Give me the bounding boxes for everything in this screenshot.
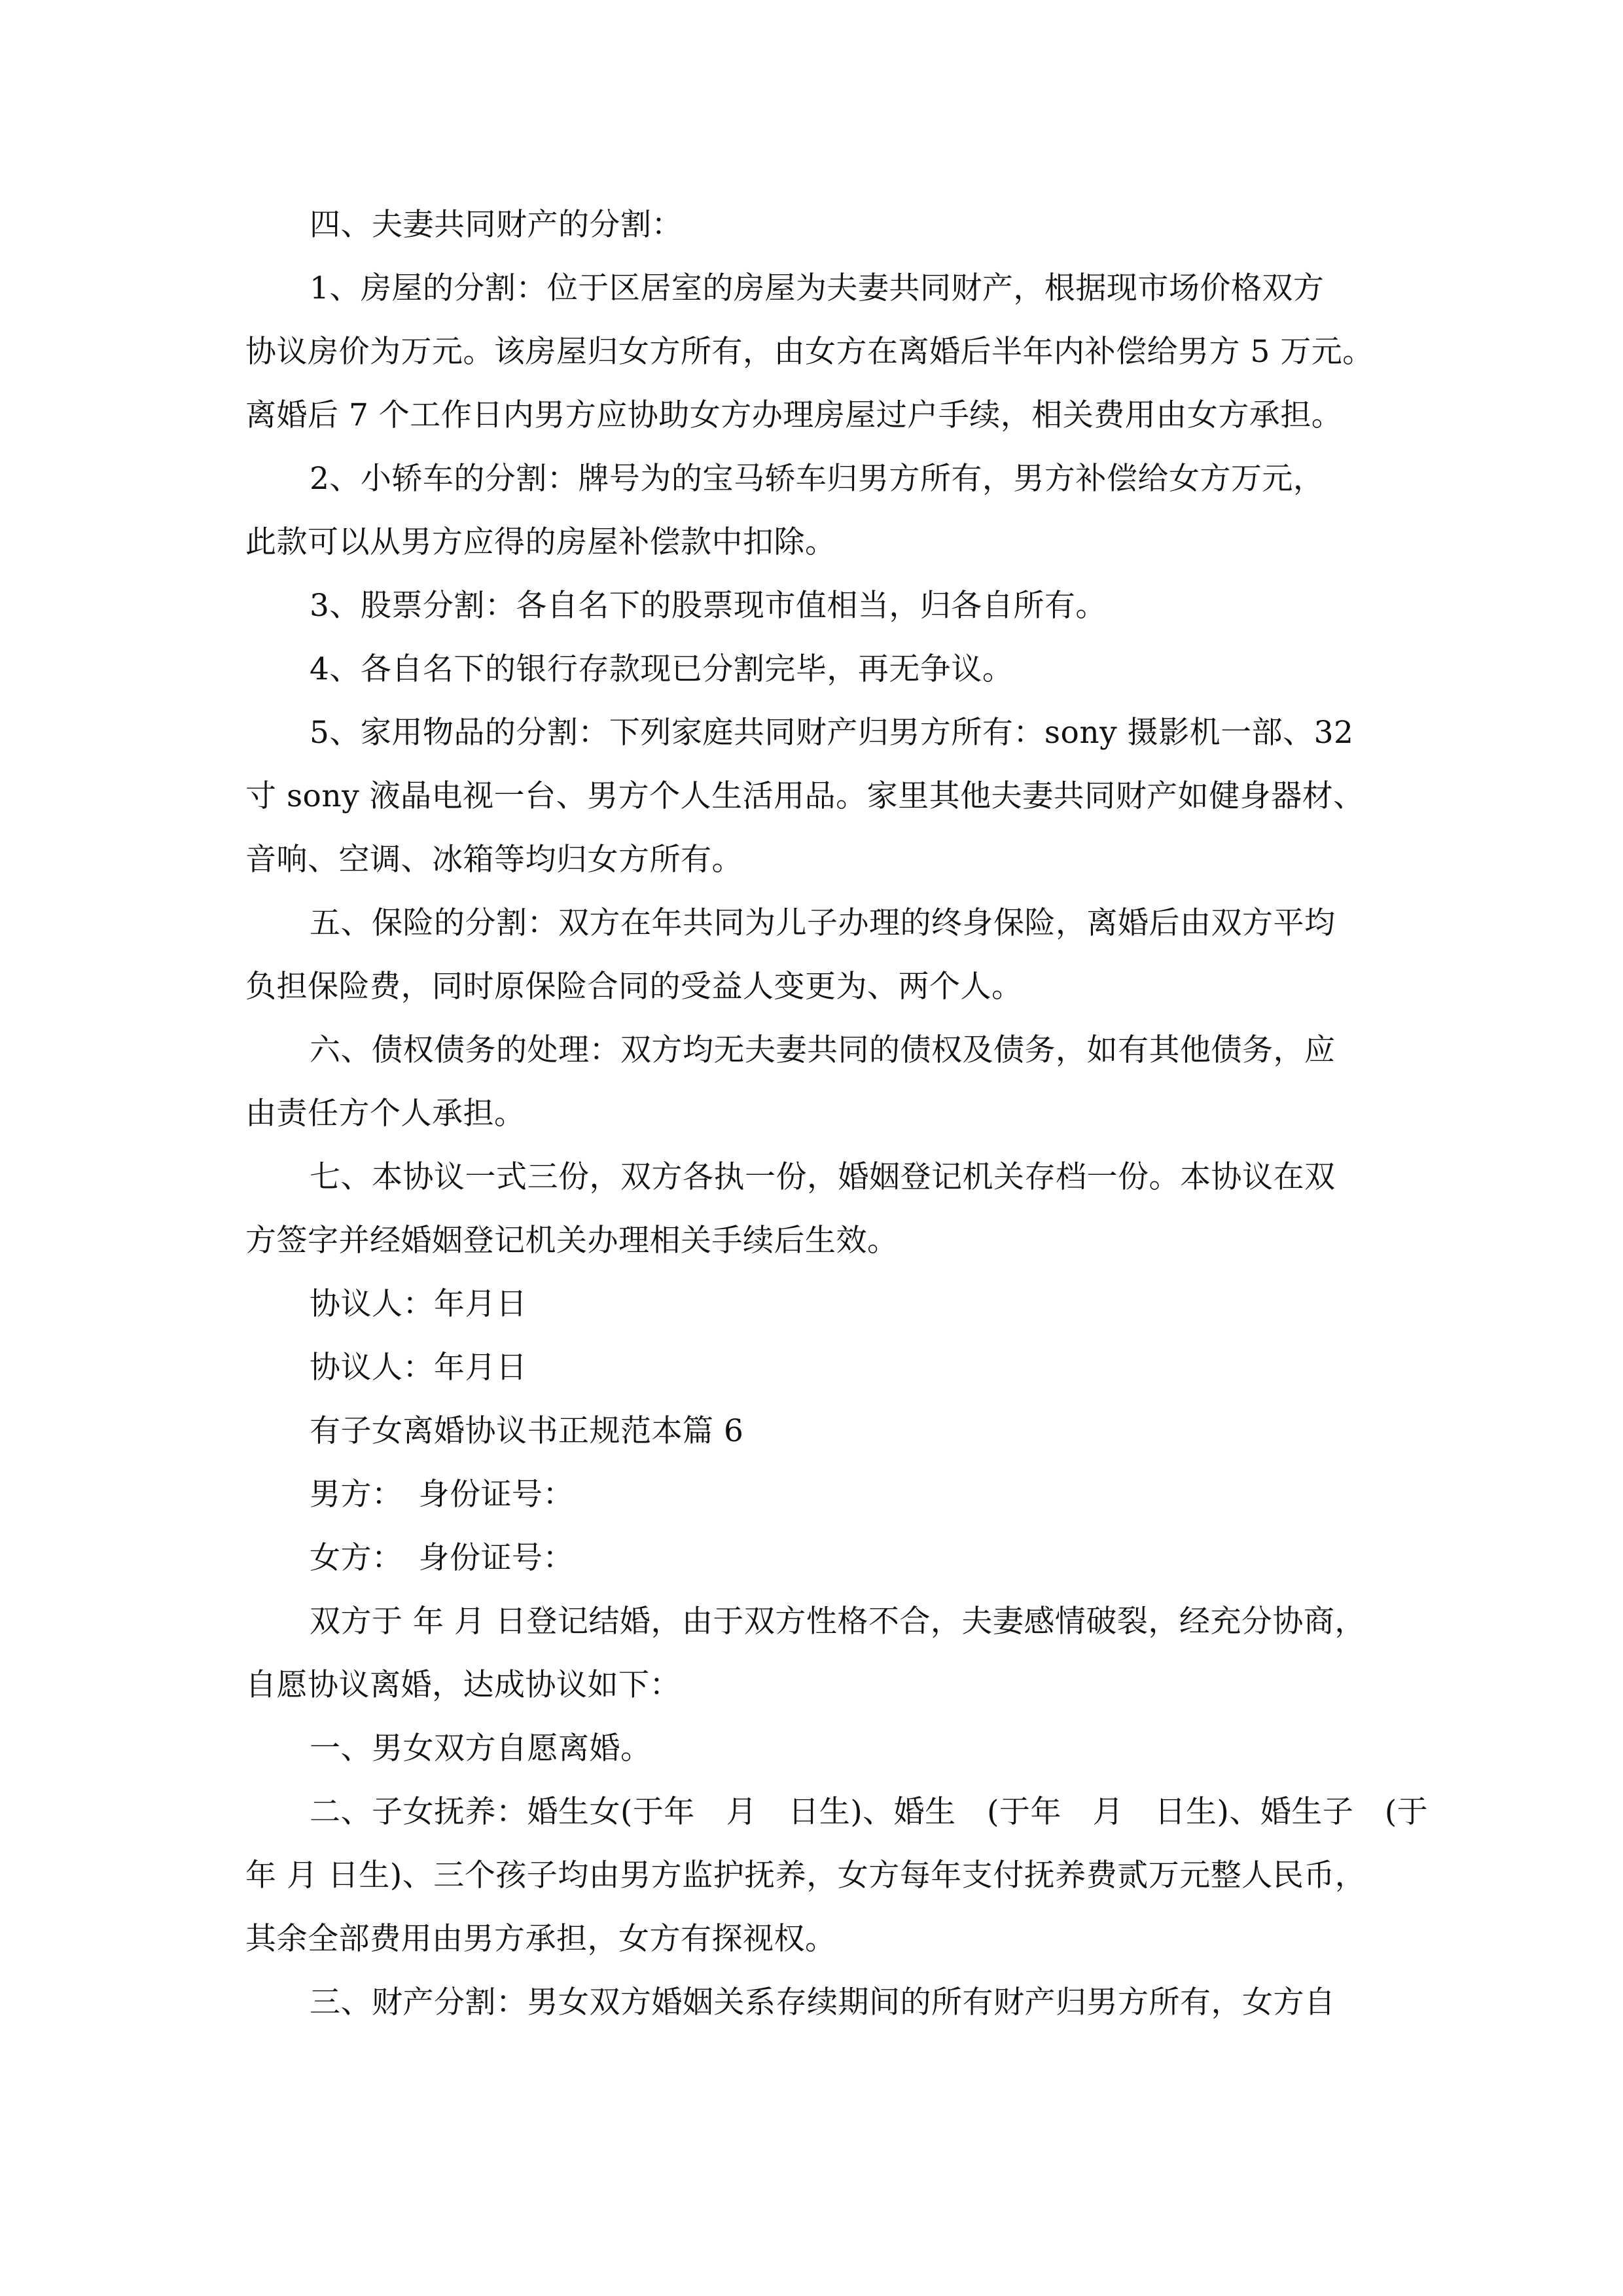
paragraph-line: 五、保险的分割：双方在年共同为儿子办理的终身保险，离婚后由双方平均 (310, 905, 1336, 941)
paragraph-line: 双方于 年 月 日登记结婚，由于双方性格不合，夫妻感情破裂，经充分协商， (310, 1604, 1366, 1640)
paragraph-line: 离婚后 7 个工作日内男方应协助女方办理房屋过户手续，相关费用由女方承担。 (245, 397, 1343, 433)
paragraph-line: 寸 sony 液晶电视一台、男方个人生活用品。家里其他夫妻共同财产如健身器材、 (245, 778, 1364, 814)
paragraph-line: 音响、空调、冰箱等均归女方所有。 (245, 842, 743, 878)
paragraph-line: 方签字并经婚姻登记机关办理相关手续后生效。 (245, 1223, 899, 1259)
paragraph-line: 由责任方个人承担。 (245, 1096, 526, 1132)
party-female-line: 女方： 身份证号： (310, 1540, 574, 1576)
paragraph-line: 二、子女抚养：婚生女(于年 月 日生)、婚生 (于年 月 日生)、婚生子 (于 (310, 1794, 1429, 1830)
paragraph-line: 三、财产分割：男女双方婚姻关系存续期间的所有财产归男方所有，女方自 (310, 1984, 1336, 2020)
paragraph-line: 2、小轿车的分割：牌号为的宝马轿车归男方所有，男方补偿给女方万元， (310, 461, 1325, 497)
document-body (245, 193, 1429, 2034)
section-title: 有子女离婚协议书正规范本篇 6 (310, 1413, 744, 1449)
paragraph-line: 协议房价为万元。该房屋归女方所有，由女方在离婚后半年内补偿给男方 5 万元。 (245, 334, 1374, 370)
paragraph-line: 一、男女双方自愿离婚。 (310, 1731, 652, 1767)
paragraph-line: 自愿协议离婚，达成协议如下： (245, 1667, 681, 1703)
paragraph-line: 年 月 日生)、三个孩子均由男方监护抚养，女方每年支付抚养费贰万元整人民币， (245, 1857, 1366, 1893)
paragraph-line: 1、房屋的分割：位于区居室的房屋为夫妻共同财产，根据现市场价格双方 (310, 270, 1325, 306)
signatory-line: 协议人：年月日 (310, 1350, 527, 1386)
paragraph-line: 六、债权债务的处理：双方均无夫妻共同的债权及债务，如有其他债务，应 (310, 1032, 1336, 1068)
paragraph-line: 此款可以从男方应得的房屋补偿款中扣除。 (245, 524, 836, 560)
paragraph-line: 四、夫妻共同财产的分割： (310, 207, 683, 243)
paragraph-line: 5、家用物品的分割：下列家庭共同财产归男方所有：sony 摄影机一部、32 (310, 715, 1354, 751)
signatory-line: 协议人：年月日 (310, 1286, 527, 1322)
paragraph-line: 4、各自名下的银行存款现已分割完毕，再无争议。 (310, 651, 1014, 687)
paragraph-line: 负担保险费，同时原保险合同的受益人变更为、两个人。 (245, 969, 1023, 1005)
paragraph-line: 七、本协议一式三份，双方各执一份，婚姻登记机关存档一份。本协议在双 (310, 1159, 1336, 1195)
party-male-line: 男方： 身份证号： (310, 1477, 574, 1513)
paragraph-line: 3、股票分割：各自名下的股票现市值相当，归各自所有。 (310, 588, 1107, 624)
paragraph-line: 其余全部费用由男方承担，女方有探视权。 (245, 1921, 836, 1957)
